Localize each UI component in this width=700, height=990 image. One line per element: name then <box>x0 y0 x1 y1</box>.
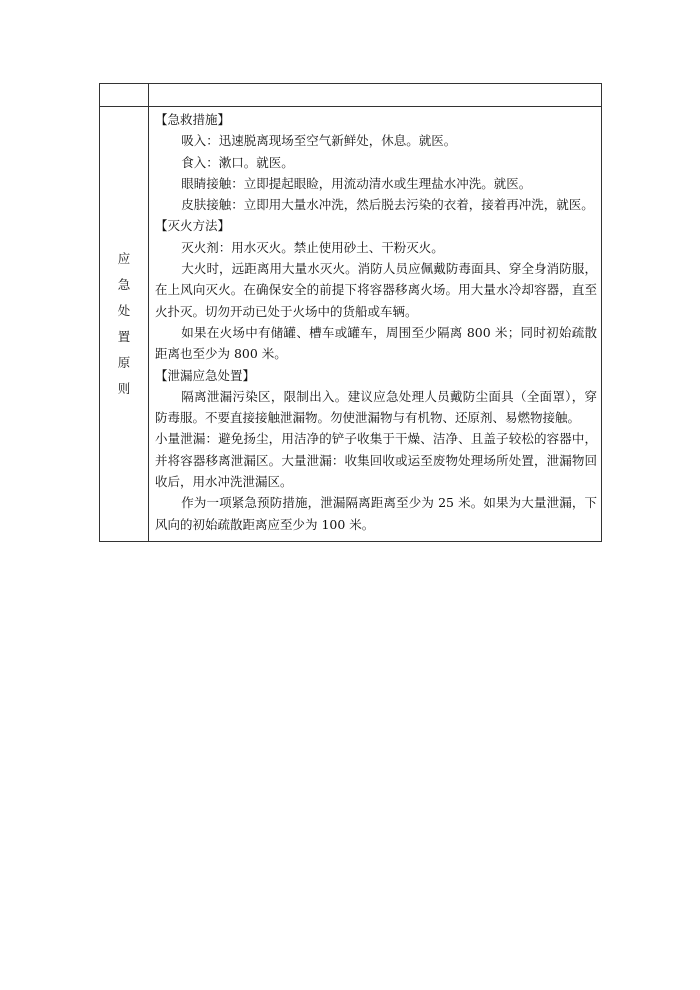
leak-paragraph: 隔离泄漏污染区，限制出入。建议应急处理人员戴防尘面具（全面罩），穿防毒服。不要直接接触泄漏物。勿使泄漏物与有机物、还原剂、易燃物接触。 <box>155 388 597 426</box>
row-label-cell <box>100 107 149 542</box>
row-label-char: 处 <box>117 302 131 318</box>
emergency-table <box>99 83 602 542</box>
first-aid-line: 吸入：迅速脱离现场至空气新鲜处，休息。就医。 <box>181 133 457 149</box>
row-label-char: 则 <box>117 380 131 396</box>
empty-label-cell <box>100 84 149 107</box>
row-label-char: 置 <box>117 328 131 344</box>
leak-paragraph: 小量泄漏：避免扬尘，用洁净的铲子收集于干燥、洁净、且盖子较松的容器中，并将容器移离泄漏区。大量泄漏：收集回收或运至废物处理场所处置，泄漏物回收后，用水冲洗泄漏区。 <box>155 431 597 490</box>
first-aid-heading: 【急救措施】 <box>155 112 231 127</box>
table-header-row <box>100 84 602 107</box>
firefighting-line: 如果在火场中有储罐、槽车或罐车，周围至少隔离 800 米；同时初始疏散距离也至少为 800 米。 <box>155 324 597 362</box>
row-label-char: 原 <box>117 354 131 370</box>
empty-content-cell <box>149 84 602 107</box>
row-label-char: 应 <box>117 250 131 266</box>
leak-paragraph: 作为一项紧急预防措施，泄漏隔离距离至少为 25 米。如果为大量泄漏，下风向的初始疏散距离应至少为 100 米。 <box>155 495 597 532</box>
first-aid-line: 眼睛接触：立即提起眼睑，用流动清水或生理盐水冲洗。就医。 <box>181 175 532 191</box>
row-label-vertical <box>117 246 131 402</box>
first-aid-line: 皮肤接触：立即用大量水冲洗，然后脱去污染的衣着，接着再冲洗，就医。 <box>181 197 594 213</box>
firefighting-heading: 【灭火方法】 <box>155 218 231 234</box>
firefighting-line: 灭火剂：用水灭火。禁止使用砂土、干粉灭火。 <box>181 239 444 255</box>
content-body <box>149 107 601 541</box>
emergency-row <box>100 107 602 542</box>
firefighting-line: 大火时，远距离用大量水灭火。消防人员应佩戴防毒面具、穿全身消防服，在上风向灭火。在确保安全的前提下将容器移离火场。用大量水冷却容器，直至火扑灭。切勿开动已处于火场中的货船或车辆。 <box>155 261 597 319</box>
leak-heading: 【泄漏应急处置】 <box>155 367 256 383</box>
content-cell <box>149 107 602 542</box>
row-label-char: 急 <box>117 276 131 292</box>
first-aid-line: 食入：漱口。就医。 <box>181 154 294 170</box>
